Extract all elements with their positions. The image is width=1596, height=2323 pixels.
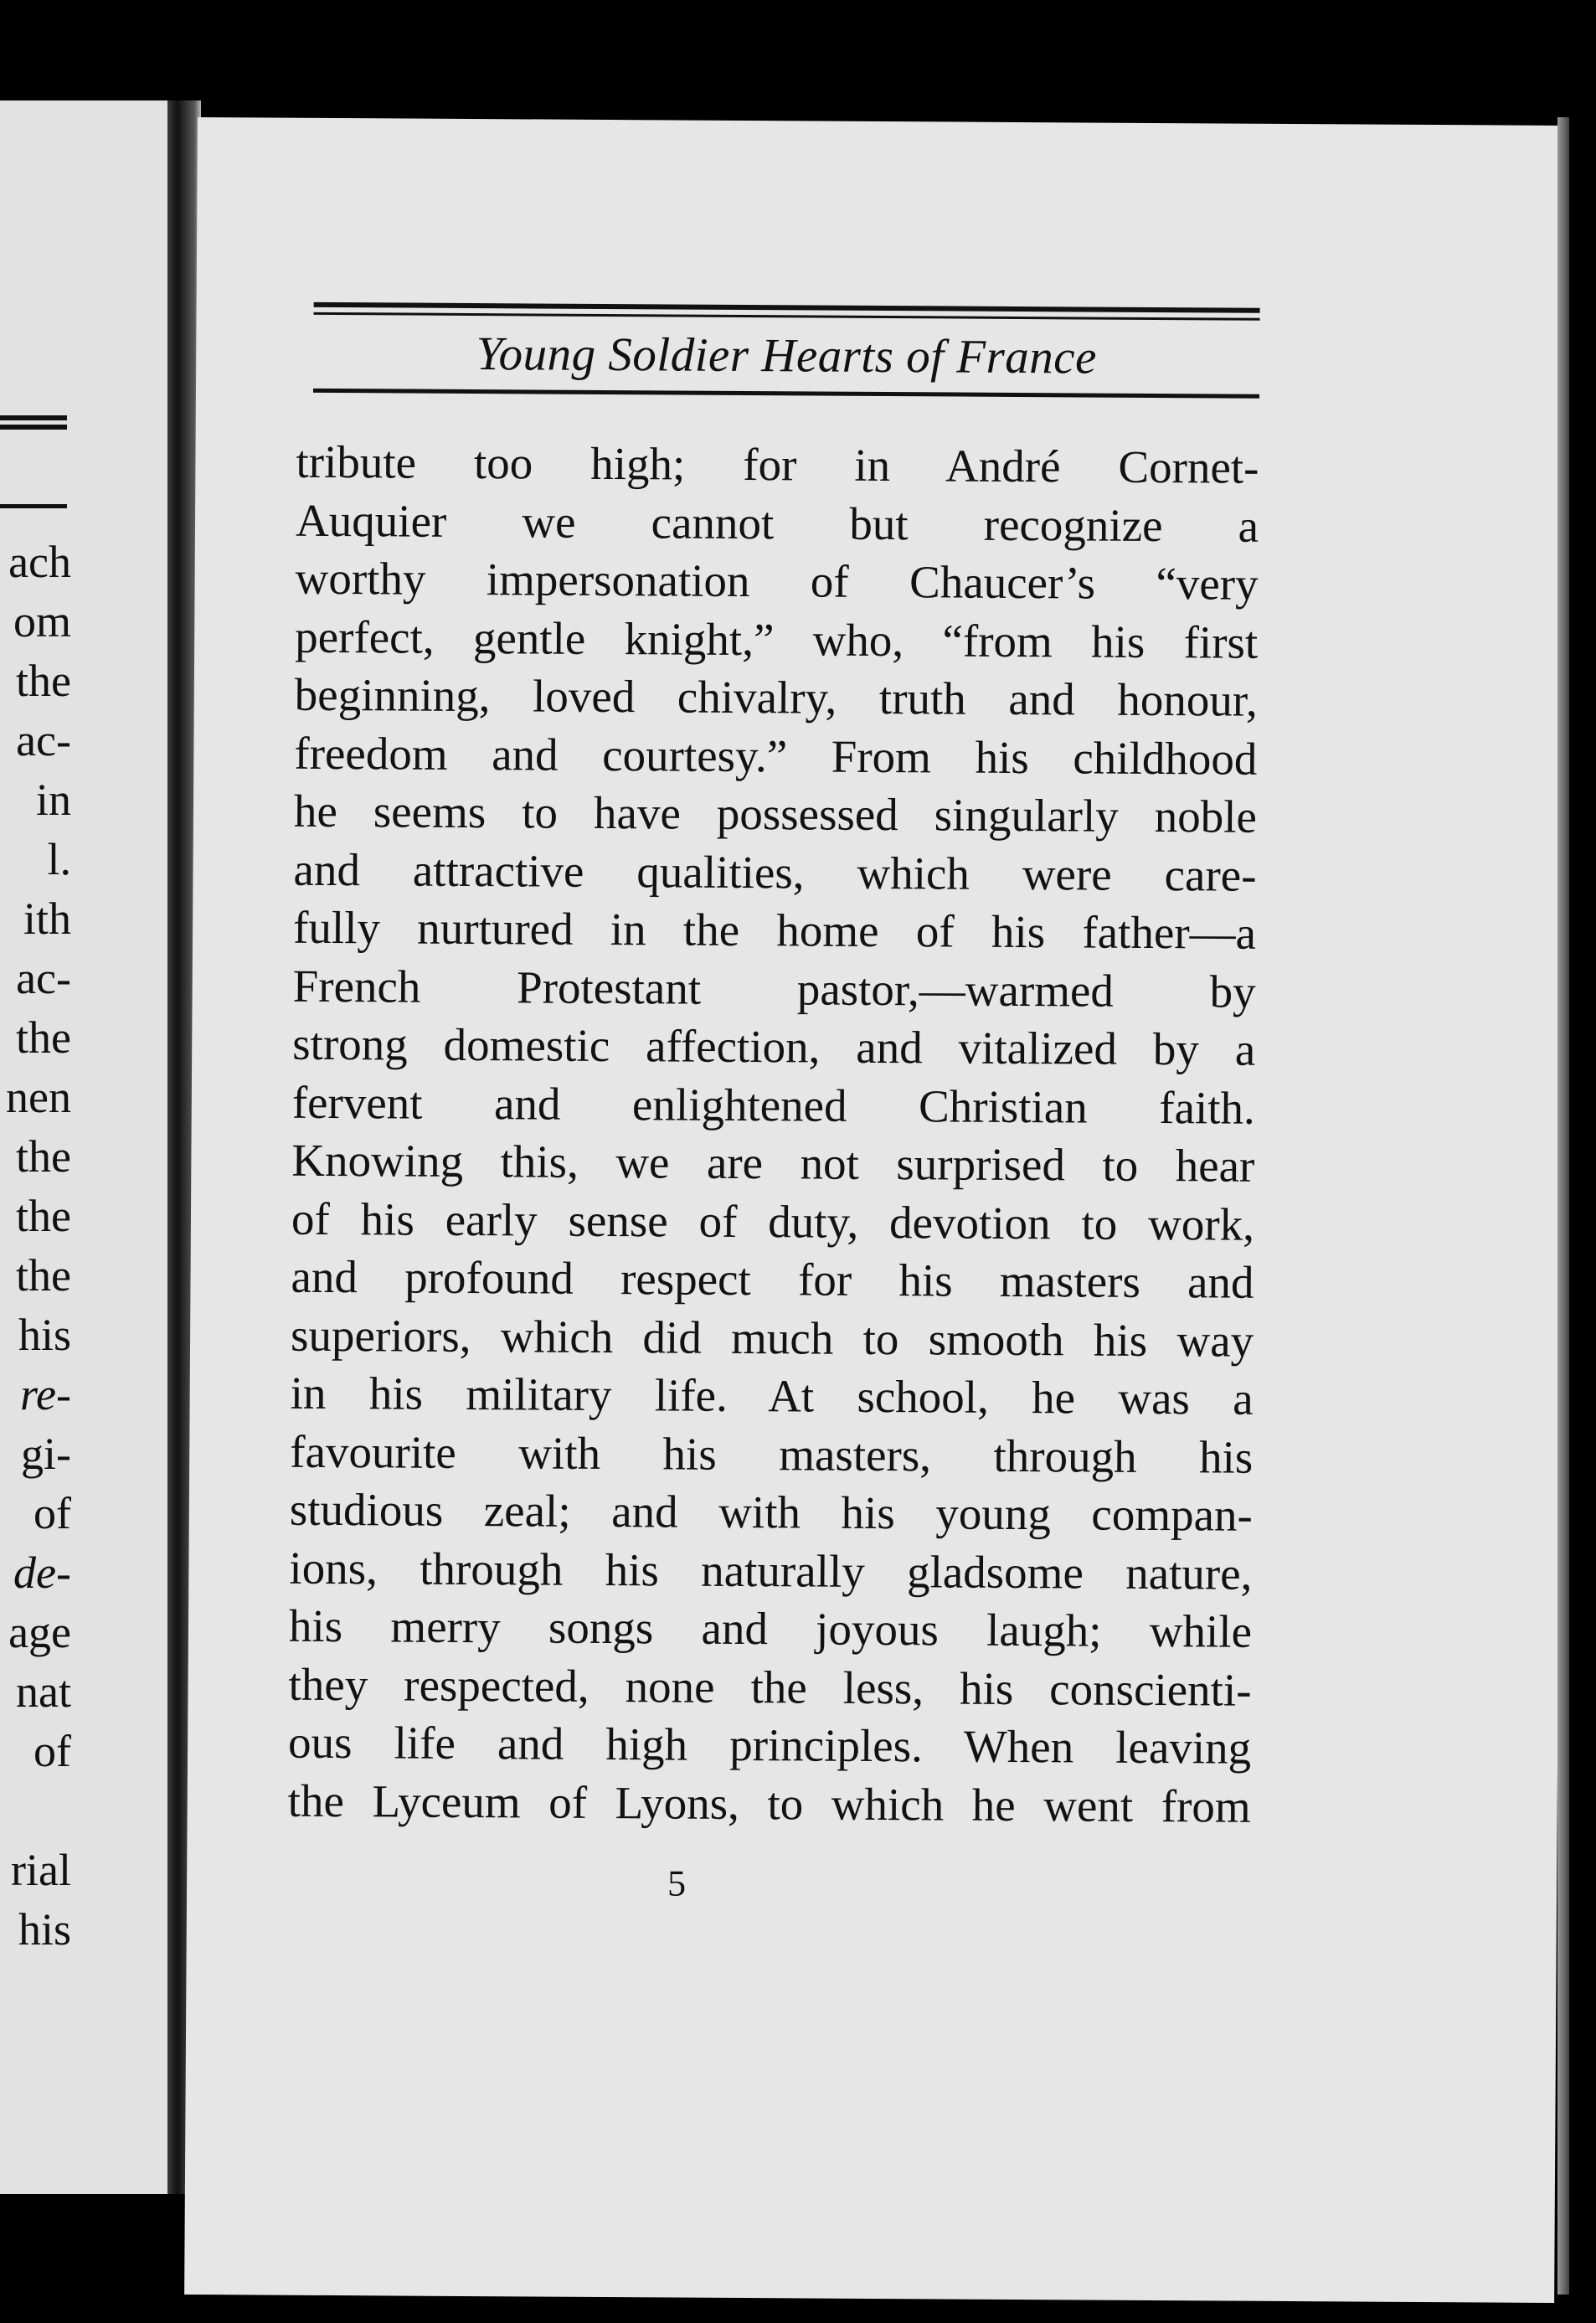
text-line: ous life and high principles. When leaving bbox=[287, 1716, 1252, 1774]
left-text-fragment: ac- bbox=[16, 715, 71, 765]
header-rule-top bbox=[314, 302, 1260, 313]
text-line: and profound respect for his masters and bbox=[291, 1250, 1254, 1308]
left-text-fragment: the bbox=[16, 656, 71, 706]
body-text bbox=[288, 433, 1259, 1836]
left-text-fragment: gi- bbox=[21, 1429, 71, 1479]
text-line: worthy impersonation of Chaucer’s “very bbox=[295, 552, 1259, 610]
text-line: fervent and enlightened Christian faith. bbox=[291, 1076, 1255, 1134]
left-text-fragment: the bbox=[16, 1191, 71, 1241]
text-line: beginning, loved chivalry, truth and honour, bbox=[294, 668, 1258, 726]
left-text-fragment: rial bbox=[11, 1845, 71, 1895]
text-line: fully nurtured in the home of his father—a bbox=[292, 901, 1257, 959]
left-text-fragment: om bbox=[13, 596, 71, 646]
left-text-fragment: the bbox=[16, 1131, 71, 1182]
page-number: 5 bbox=[667, 1862, 687, 1904]
left-text-fragment: ach bbox=[8, 537, 71, 587]
left-page-header-rule bbox=[0, 415, 67, 434]
text-line: strong domestic affection, and vitalized by a bbox=[292, 1017, 1256, 1075]
left-text-fragment: of bbox=[33, 1726, 71, 1776]
left-text-fragment: the bbox=[16, 1250, 71, 1301]
page-edge-shadow bbox=[1557, 117, 1569, 2295]
text-line: superiors, which did much to smooth his way bbox=[290, 1309, 1254, 1367]
page-header bbox=[313, 302, 1260, 399]
running-head: Young Soldier Hearts of France bbox=[476, 327, 1098, 384]
text-line: ions, through his naturally gladsome nature, bbox=[289, 1542, 1253, 1599]
left-text-fragment: de- bbox=[13, 1548, 71, 1598]
text-line: studious zeal; and with his young compan- bbox=[289, 1483, 1254, 1541]
text-line: freedom and courtesy.” From his childhood bbox=[294, 727, 1258, 785]
text-line: tribute too high; for in André Cornet- bbox=[296, 435, 1259, 493]
text-line: the Lyceum of Lyons, to which he went from bbox=[287, 1774, 1251, 1832]
left-page-text-fragments bbox=[0, 533, 71, 1960]
left-text-fragment: age bbox=[8, 1607, 71, 1657]
left-text-fragment bbox=[0, 1781, 71, 1841]
left-text-fragment: his bbox=[18, 1310, 71, 1360]
text-line: perfect, gentle knight,” who, “from his first bbox=[295, 610, 1259, 668]
left-text-fragment: nen bbox=[6, 1072, 71, 1122]
main-page bbox=[184, 117, 1568, 2303]
text-line: French Protestant pastor,—warmed by bbox=[292, 960, 1256, 1017]
left-text-fragment: in bbox=[35, 775, 71, 825]
left-facing-page bbox=[0, 100, 170, 2194]
left-text-fragment: ith bbox=[23, 894, 71, 944]
text-line: Auquier we cannot but recognize a bbox=[295, 494, 1259, 552]
left-text-fragment: l. bbox=[47, 834, 71, 884]
text-line: Knowing this, we are not surprised to hear bbox=[291, 1134, 1255, 1192]
text-line: he seems to have possessed singularly noble bbox=[293, 785, 1258, 842]
left-text-fragment: nat bbox=[16, 1666, 71, 1717]
left-text-fragment: re- bbox=[20, 1369, 71, 1419]
text-line: his merry songs and joyous laugh; while bbox=[288, 1599, 1253, 1657]
left-text-fragment: his bbox=[18, 1904, 71, 1955]
left-text-fragment: the bbox=[16, 1012, 71, 1063]
text-line: of his early sense of duty, devotion to work, bbox=[291, 1192, 1255, 1250]
left-text-fragment: ac- bbox=[16, 953, 71, 1003]
text-line: they respected, none the less, his conscienti- bbox=[288, 1658, 1252, 1716]
text-line: favourite with his masters, through his bbox=[290, 1425, 1254, 1483]
text-line: in his military life. At school, he was a bbox=[290, 1367, 1254, 1424]
left-page-header-underline bbox=[0, 504, 67, 508]
text-line: and attractive qualities, which were care- bbox=[293, 843, 1257, 901]
left-text-fragment: of bbox=[33, 1488, 71, 1538]
